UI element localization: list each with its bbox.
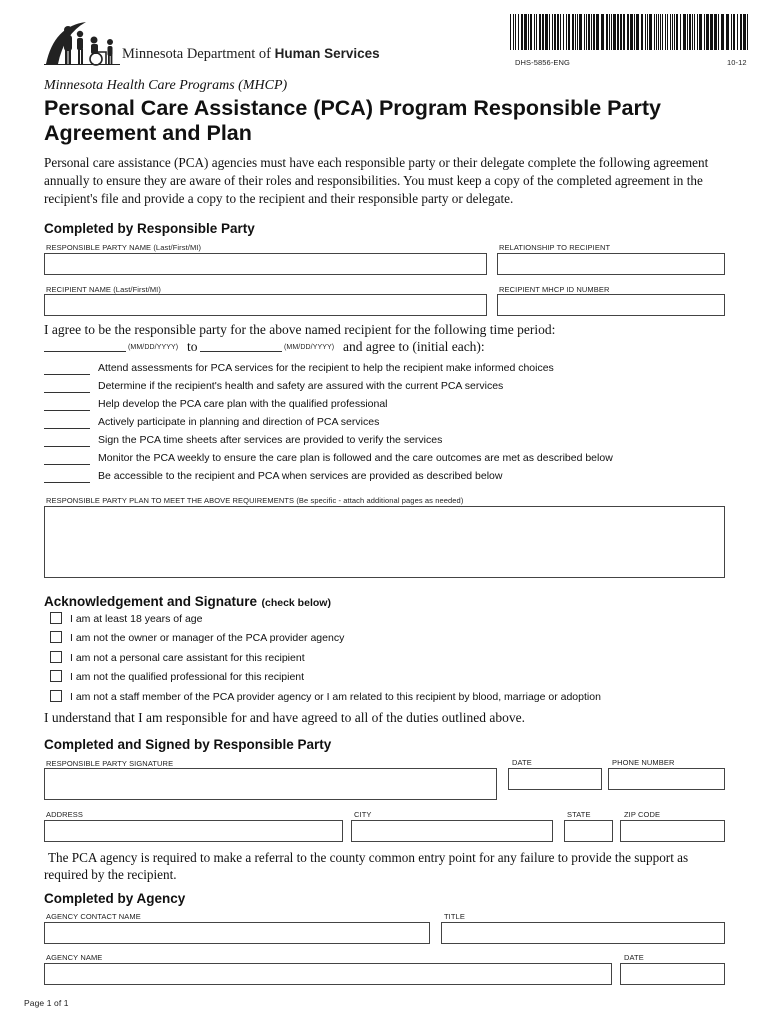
address-field[interactable] <box>44 820 343 842</box>
plan-textarea[interactable] <box>44 506 725 578</box>
end-date-hint: (MM/DD/YYYY) <box>284 344 335 351</box>
to-word: to <box>187 339 198 354</box>
duty-item: Actively participate in planning and direction of PCA services <box>98 416 380 428</box>
phone-label: PHONE NUMBER <box>612 758 675 767</box>
agency-contact-field[interactable] <box>44 922 430 944</box>
initial-field[interactable] <box>44 416 90 429</box>
checkbox[interactable] <box>50 670 62 682</box>
ack-item: I am not a personal care assistant for this recipient <box>70 652 305 664</box>
form-date: 10-12 <box>727 58 747 67</box>
duty-item: Attend assessments for PCA services for the recipient to help the recipient make informed choices <box>98 362 554 374</box>
page-title-line1: Personal Care Assistance (PCA) Program Responsible Party <box>44 96 661 120</box>
page-title-line2: Agreement and Plan <box>44 121 252 145</box>
state-field[interactable] <box>564 820 613 842</box>
duties-list <box>44 360 744 488</box>
signature-field[interactable] <box>44 768 497 800</box>
duty-item: Monitor the PCA weekly to ensure the care plan is followed and the care outcomes are met as described below <box>98 452 613 464</box>
initial-field[interactable] <box>44 434 90 447</box>
program-name: Minnesota Health Care Programs (MHCP) <box>44 78 288 93</box>
checkbox[interactable] <box>50 651 62 663</box>
sign-date-label: DATE <box>512 758 532 767</box>
time-period-row <box>44 339 744 355</box>
agreement-tail: and agree to (initial each): <box>343 339 485 354</box>
start-date-hint: (MM/DD/YYYY) <box>128 344 179 351</box>
zip-field[interactable] <box>620 820 725 842</box>
sign-date-field[interactable] <box>508 768 602 790</box>
ack-item: I am not the owner or manager of the PCA provider agency <box>70 632 345 644</box>
signed-section-heading: Completed and Signed by Responsible Party <box>44 737 332 752</box>
acknowledgement-note: (check below) <box>261 597 331 609</box>
recipient-id-label: RECIPIENT MHCP ID NUMBER <box>499 285 610 294</box>
zip-label: ZIP CODE <box>624 810 661 819</box>
agency-name-field[interactable] <box>44 963 612 985</box>
acknowledgement-list <box>50 611 730 709</box>
family-people-logo-icon <box>44 20 120 66</box>
initial-field[interactable] <box>44 380 90 393</box>
agency-title-label: TITLE <box>444 912 465 921</box>
state-label: STATE <box>567 810 591 819</box>
agency-name-label: AGENCY NAME <box>46 953 103 962</box>
agency-date-field[interactable] <box>620 963 725 985</box>
checkbox[interactable] <box>50 690 62 702</box>
intro-text: Personal care assistance (PCA) agencies must have each responsible party or their delegate complete the following agreement annually to ensure they are aware of their roles and responsibilities. You must keep a copy of the completed agreement in the recipient's file and provide a copy to the recipient and their responsible party or delegate. <box>44 155 709 206</box>
page-title <box>44 96 661 146</box>
start-date-field[interactable] <box>44 339 126 352</box>
responsible-party-name-label: RESPONSIBLE PARTY NAME (Last/First/MI) <box>46 243 202 252</box>
understand-statement: I understand that I am responsible for and have agreed to all of the duties outlined above. <box>44 710 525 725</box>
duty-item: Determine if the recipient's health and safety are assured with the current PCA services <box>98 380 504 392</box>
city-label: CITY <box>354 810 372 819</box>
agency-contact-label: AGENCY CONTACT NAME <box>46 912 141 921</box>
relationship-field[interactable] <box>497 253 725 275</box>
ack-item: I am not the qualified professional for this recipient <box>70 671 305 683</box>
ack-item: I am at least 18 years of age <box>70 613 203 625</box>
page-number: Page 1 of 1 <box>24 998 69 1008</box>
agency-section-heading: Completed by Agency <box>44 891 186 906</box>
acknowledgement-heading <box>44 593 331 611</box>
section-responsible-party-heading: Completed by Responsible Party <box>44 221 255 236</box>
responsible-party-name-field[interactable] <box>44 253 487 275</box>
address-label: ADDRESS <box>46 810 83 819</box>
end-date-field[interactable] <box>200 339 282 352</box>
agency-title-field[interactable] <box>441 922 725 944</box>
initial-field[interactable] <box>44 398 90 411</box>
initial-field[interactable] <box>44 452 90 465</box>
agency-date-label: DATE <box>624 953 644 962</box>
duty-item: Sign the PCA time sheets after services are provided to verify the services <box>98 434 443 446</box>
agency-name-bold: Human Services <box>274 46 380 61</box>
referral-notice: The PCA agency is required to make a referral to the county common entry point for any failure to provide the support as required by the recipient. <box>44 850 689 882</box>
agency-name <box>122 46 380 63</box>
recipient-name-label: RECIPIENT NAME (Last/First/MI) <box>46 285 161 294</box>
acknowledgement-title: Acknowledgement and Signature <box>44 594 258 609</box>
checkbox[interactable] <box>50 631 62 643</box>
initial-field[interactable] <box>44 470 90 483</box>
city-field[interactable] <box>351 820 553 842</box>
dhs-logo <box>44 20 380 68</box>
duty-item: Be accessible to the recipient and PCA when services are provided as described below <box>98 470 503 482</box>
ack-item: I am not a staff member of the PCA provider agency or I am related to this recipient by blood, marriage or adoption <box>70 691 601 703</box>
duty-item: Help develop the PCA care plan with the qualified professional <box>98 398 388 410</box>
plan-label: RESPONSIBLE PARTY PLAN TO MEET THE ABOVE REQUIREMENTS (Be specific - attach additional pages as needed) <box>46 496 464 505</box>
form-code: DHS-5856-ENG <box>515 58 570 67</box>
barcode-icon <box>510 14 750 50</box>
recipient-id-field[interactable] <box>497 294 725 316</box>
relationship-label: RELATIONSHIP TO RECIPIENT <box>499 243 611 252</box>
signature-label: RESPONSIBLE PARTY SIGNATURE <box>46 759 174 768</box>
agreement-line: I agree to be the responsible party for the above named recipient for the following time period: <box>44 322 556 337</box>
checkbox[interactable] <box>50 612 62 624</box>
initial-field[interactable] <box>44 362 90 375</box>
recipient-name-field[interactable] <box>44 294 487 316</box>
agency-name-regular: Minnesota Department of <box>122 46 275 62</box>
phone-field[interactable] <box>608 768 725 790</box>
